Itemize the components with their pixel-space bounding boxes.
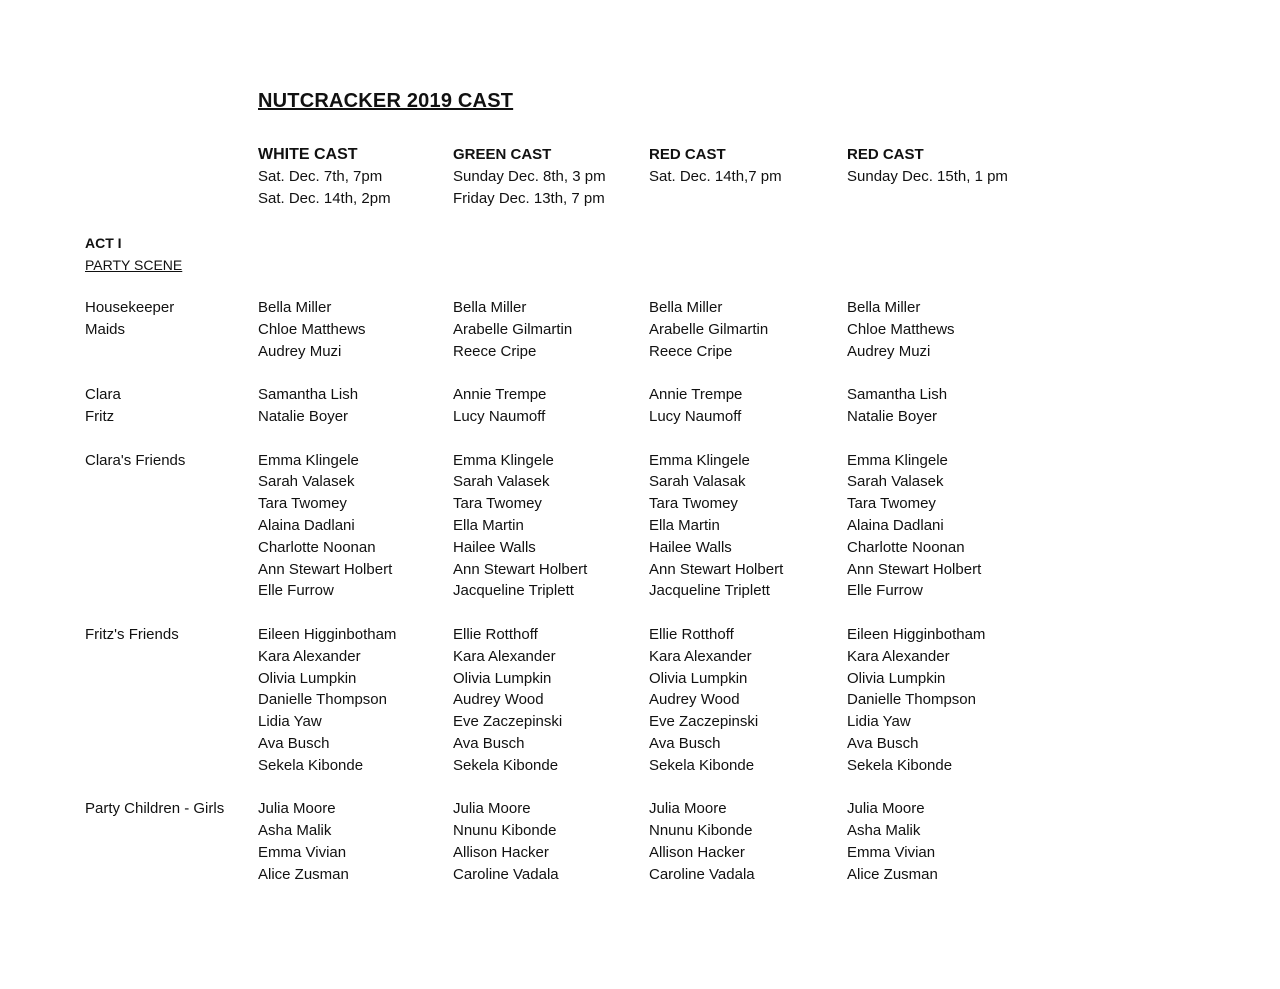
table-row xyxy=(0,559,1280,581)
cast-header-red-1 xyxy=(649,144,782,188)
cast-member: Chloe Matthews xyxy=(258,320,366,338)
role-table xyxy=(0,297,1280,886)
cast-member: Olivia Lumpkin xyxy=(649,669,748,687)
cast-member: Ava Busch xyxy=(258,734,330,752)
cast-member: Julia Moore xyxy=(258,800,336,818)
cast-member: Tara Twomey xyxy=(649,495,738,513)
cast-member: Sarah Valasek xyxy=(258,473,355,491)
table-row xyxy=(0,646,1280,668)
cast-member: Kara Alexander xyxy=(847,647,950,665)
cast-member: Chloe Matthews xyxy=(847,320,955,338)
cast-member: Jacqueline Triplett xyxy=(649,582,770,600)
cast-member: Kara Alexander xyxy=(453,647,556,665)
cast-member: Lidia Yaw xyxy=(847,713,911,731)
table-row xyxy=(0,733,1280,755)
role-name: Clara's Friends xyxy=(85,451,186,469)
cast-member: Emma Klingele xyxy=(258,451,359,469)
cast-member: Ann Stewart Holbert xyxy=(453,560,588,578)
role-name: Maids xyxy=(85,320,126,338)
cast-member: Olivia Lumpkin xyxy=(847,669,946,687)
cast-member: Hailee Walls xyxy=(453,538,536,556)
cast-member: Elle Furrow xyxy=(847,582,923,600)
cast-member: Ellie Rotthoff xyxy=(453,625,538,643)
cast-member: Allison Hacker xyxy=(649,843,745,861)
cast-member: Emma Klingele xyxy=(847,451,948,469)
cast-member: Hailee Walls xyxy=(649,538,732,556)
cast-member: Ann Stewart Holbert xyxy=(649,560,784,578)
cast-member: Alaina Dadlani xyxy=(847,516,944,534)
cast-member: Eve Zaczepinski xyxy=(453,713,563,731)
cast-date: Friday Dec. 13th, 7 pm xyxy=(453,190,605,207)
cast-member: Ava Busch xyxy=(847,734,919,752)
cast-member: Sekela Kibonde xyxy=(847,756,953,774)
cast-member: Bella Miller xyxy=(453,299,527,316)
cast-member: Emma Klingele xyxy=(453,451,554,469)
cast-member: Sarah Valasak xyxy=(649,473,746,491)
table-row xyxy=(0,450,1280,472)
table-row xyxy=(0,471,1280,493)
cast-member: Asha Malik xyxy=(847,822,921,840)
cast-member: Alice Zusman xyxy=(258,865,349,883)
table-row xyxy=(0,624,1280,646)
role-name: Fritz's Friends xyxy=(85,625,179,643)
cast-member: Olivia Lumpkin xyxy=(453,669,552,687)
cast-member: Annie Trempe xyxy=(649,386,743,404)
cast-member: Tara Twomey xyxy=(453,495,542,513)
cast-member: Danielle Thompson xyxy=(847,691,976,709)
table-row xyxy=(0,864,1280,886)
cast-member: Bella Miller xyxy=(649,299,723,316)
cast-member: Julia Moore xyxy=(453,800,531,818)
cast-member: Samantha Lish xyxy=(258,386,359,404)
cast-member: Kara Alexander xyxy=(258,647,361,665)
cast-member: Eileen Higginbotham xyxy=(847,625,986,643)
cast-member: Natalie Boyer xyxy=(258,407,349,425)
cast-member: Alaina Dadlani xyxy=(258,516,355,534)
cast-member: Nnunu Kibonde xyxy=(453,822,557,840)
cast-member: Julia Moore xyxy=(649,800,727,818)
cast-member: Audrey Muzi xyxy=(258,342,342,360)
cast-name: GREEN CAST xyxy=(453,146,552,163)
cast-member: Sekela Kibonde xyxy=(453,756,559,774)
cast-member: Kara Alexander xyxy=(649,647,752,665)
table-row xyxy=(0,493,1280,515)
act-heading xyxy=(85,232,182,276)
cast-name: RED CAST xyxy=(847,146,924,163)
table-row xyxy=(0,689,1280,711)
table-row xyxy=(0,668,1280,690)
table-row xyxy=(0,537,1280,559)
cast-name: RED CAST xyxy=(649,146,726,163)
table-row xyxy=(0,341,1280,363)
cast-member: Bella Miller xyxy=(258,299,332,316)
page-title: NUTCRACKER 2019 CAST xyxy=(258,90,514,112)
cast-member: Audrey Muzi xyxy=(847,342,931,360)
cast-member: Caroline Vadala xyxy=(453,865,559,883)
cast-member: Lucy Naumoff xyxy=(649,407,742,425)
cast-member: Ella Martin xyxy=(453,516,524,534)
cast-member: Emma Vivian xyxy=(258,843,347,861)
cast-member: Ellie Rotthoff xyxy=(649,625,734,643)
cast-member: Elle Furrow xyxy=(258,582,334,600)
cast-member: Ava Busch xyxy=(453,734,525,752)
scene-title: PARTY SCENE xyxy=(85,257,183,273)
cast-member: Charlotte Noonan xyxy=(847,538,965,556)
role-name: Housekeeper xyxy=(85,299,175,316)
cast-member: Eileen Higginbotham xyxy=(258,625,397,643)
cast-member: Ann Stewart Holbert xyxy=(258,560,393,578)
cast-member: Lidia Yaw xyxy=(258,713,322,731)
cast-member: Sarah Valasek xyxy=(453,473,550,491)
cast-member: Tara Twomey xyxy=(258,495,347,513)
cast-member: Emma Klingele xyxy=(649,451,750,469)
table-row xyxy=(0,580,1280,602)
cast-member: Olivia Lumpkin xyxy=(258,669,357,687)
cast-member: Asha Malik xyxy=(258,822,332,840)
role-name: Party Children - Girls xyxy=(85,800,225,818)
cast-member: Bella Miller xyxy=(847,299,921,316)
cast-header-white xyxy=(258,144,391,210)
cast-member: Sekela Kibonde xyxy=(258,756,364,774)
cast-member: Ava Busch xyxy=(649,734,721,752)
role-name: Clara xyxy=(85,386,121,404)
cast-member: Natalie Boyer xyxy=(847,407,938,425)
cast-member: Jacqueline Triplett xyxy=(453,582,574,600)
table-row xyxy=(0,820,1280,842)
cast-date: Sat. Dec. 14th, 2pm xyxy=(258,190,391,207)
cast-header-green xyxy=(453,144,606,210)
cast-member: Sekela Kibonde xyxy=(649,756,755,774)
cast-name: WHITE CAST xyxy=(258,146,358,163)
cast-member: Sarah Valasek xyxy=(847,473,944,491)
cast-member: Emma Vivian xyxy=(847,843,936,861)
cast-member: Allison Hacker xyxy=(453,843,549,861)
cast-member: Nnunu Kibonde xyxy=(649,822,753,840)
cast-member: Eve Zaczepinski xyxy=(649,713,759,731)
cast-member: Tara Twomey xyxy=(847,495,936,513)
cast-member: Reece Cripe xyxy=(649,342,733,360)
cast-member: Annie Trempe xyxy=(453,386,547,404)
cast-member: Alice Zusman xyxy=(847,865,938,883)
cast-header-red-2 xyxy=(847,144,1008,188)
table-row xyxy=(0,711,1280,733)
cast-member: Ella Martin xyxy=(649,516,720,534)
table-row xyxy=(0,319,1280,341)
table-row xyxy=(0,515,1280,537)
cast-member: Audrey Wood xyxy=(453,691,544,709)
cast-member: Danielle Thompson xyxy=(258,691,387,709)
table-row xyxy=(0,297,1280,319)
role-name: Fritz xyxy=(85,407,115,425)
table-row xyxy=(0,384,1280,406)
act-title: ACT I xyxy=(85,235,122,251)
table-row xyxy=(0,406,1280,428)
cast-member: Arabelle Gilmartin xyxy=(649,320,769,338)
table-row xyxy=(0,755,1280,777)
cast-member: Caroline Vadala xyxy=(649,865,755,883)
cast-member: Arabelle Gilmartin xyxy=(453,320,573,338)
cast-date: Sat. Dec. 7th, 7pm xyxy=(258,168,383,185)
cast-date: Sunday Dec. 15th, 1 pm xyxy=(847,168,1008,185)
cast-member: Samantha Lish xyxy=(847,386,948,404)
cast-member: Ann Stewart Holbert xyxy=(847,560,982,578)
cast-member: Julia Moore xyxy=(847,800,925,818)
table-row xyxy=(0,798,1280,820)
cast-date: Sat. Dec. 14th,7 pm xyxy=(649,168,782,185)
cast-member: Charlotte Noonan xyxy=(258,538,376,556)
cast-member: Reece Cripe xyxy=(453,342,537,360)
cast-member: Lucy Naumoff xyxy=(453,407,546,425)
cast-date: Sunday Dec. 8th, 3 pm xyxy=(453,168,606,185)
cast-member: Audrey Wood xyxy=(649,691,740,709)
table-row xyxy=(0,842,1280,864)
